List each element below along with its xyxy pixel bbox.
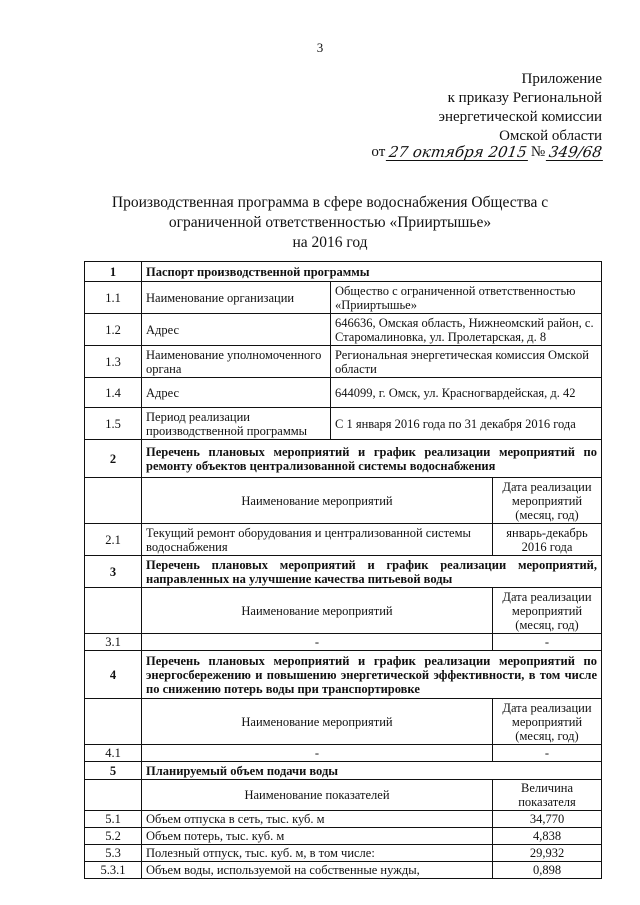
row-label: Адрес <box>142 378 331 408</box>
empty-cell <box>85 478 142 524</box>
row-label: Адрес <box>142 314 331 346</box>
ot-label: от <box>371 144 386 160</box>
row-label: Наименование организации <box>142 282 331 314</box>
table-row <box>85 314 602 346</box>
row-number: 4.1 <box>85 745 142 762</box>
table-row <box>85 524 602 556</box>
header-row <box>85 780 602 811</box>
section-title: Паспорт производственной программы <box>142 262 602 282</box>
section-number: 2 <box>85 440 142 478</box>
title-line-3: на 2016 год <box>292 234 368 251</box>
appendix-line-1: Приложение <box>521 71 602 87</box>
col-header-date: Дата реализации мероприятий (месяц, год) <box>493 699 602 745</box>
row-number: 1.4 <box>85 378 142 408</box>
table-row <box>85 634 602 651</box>
appendix-line-4: Омской области <box>499 128 602 144</box>
row-value: 4,838 <box>493 828 602 845</box>
empty-cell <box>85 780 142 811</box>
row-name: Объем отпуска в сеть, тыс. куб. м <box>142 811 493 828</box>
table-row <box>85 811 602 828</box>
table-row <box>85 378 602 408</box>
appendix-line-2: к приказу Региональной <box>447 90 602 106</box>
header-row <box>85 588 602 634</box>
row-value: Региональная энергетическая комиссия Омской области <box>331 346 602 378</box>
table-row <box>85 745 602 762</box>
section-number: 5 <box>85 762 142 780</box>
section-row <box>85 556 602 588</box>
col-header-date: Дата реализации мероприятий (месяц, год) <box>493 588 602 634</box>
row-value: 0,898 <box>493 862 602 879</box>
empty-cell <box>85 588 142 634</box>
section-number: 3 <box>85 556 142 588</box>
row-number: 3.1 <box>85 634 142 651</box>
row-number: 1.2 <box>85 314 142 346</box>
section-row <box>85 762 602 780</box>
row-date: январь-декабрь 2016 года <box>493 524 602 556</box>
table-row <box>85 845 602 862</box>
col-header-date: Дата реализации мероприятий (месяц, год) <box>493 478 602 524</box>
row-value: 29,932 <box>493 845 602 862</box>
row-name: - <box>142 745 493 762</box>
row-number: 1.5 <box>85 408 142 440</box>
row-label: Период реализации производственной программы <box>142 408 331 440</box>
appendix-line-3: энергетической комиссии <box>438 109 602 125</box>
row-number: 1.3 <box>85 346 142 378</box>
row-number: 5.3.1 <box>85 862 142 879</box>
document-title <box>60 193 600 253</box>
table-row <box>85 862 602 879</box>
col-header-value: Величина показателя <box>493 780 602 811</box>
empty-cell <box>85 699 142 745</box>
row-value: 34,770 <box>493 811 602 828</box>
row-value: 644099, г. Омск, ул. Красногвардейская, д. 42 <box>331 378 602 408</box>
row-date: - <box>493 634 602 651</box>
section-title: Перечень плановых мероприятий и график реализации мероприятий по энергосбережению и повышению энергетической эффективности, в том числе по снижению потерь воды при транспортировке <box>142 651 602 699</box>
row-name: Объем потерь, тыс. куб. м <box>142 828 493 845</box>
section-row <box>85 440 602 478</box>
handwritten-number: 349/68 <box>548 143 604 161</box>
row-value: С 1 января 2016 года по 31 декабря 2016 года <box>331 408 602 440</box>
row-value: 646636, Омская область, Нижнеомский район, с. Старомалиновка, ул. Пролетарская, д. 8 <box>331 314 602 346</box>
table-row <box>85 346 602 378</box>
number-sign: № <box>530 144 546 160</box>
col-header-name: Наименование мероприятий <box>142 478 493 524</box>
row-value: Общество с ограниченной ответственностью «Прииртышье» <box>331 282 602 314</box>
row-label: Наименование уполномоченного органа <box>142 346 331 378</box>
program-table <box>84 261 602 879</box>
col-header-name: Наименование мероприятий <box>142 588 493 634</box>
col-header-name: Наименование мероприятий <box>142 699 493 745</box>
row-number: 5.3 <box>85 845 142 862</box>
header-row <box>85 699 602 745</box>
row-name: Объем воды, используемой на собственные нужды, <box>142 862 493 879</box>
section-title: Планируемый объем подачи воды <box>142 762 602 780</box>
row-name: Текущий ремонт оборудования и централизованной системы водоснабжения <box>142 524 493 556</box>
handwritten-date: 27 октября 2015 <box>388 143 529 161</box>
row-name: - <box>142 634 493 651</box>
title-line-1: Производственная программа в сфере водоснабжения Общества с <box>111 194 549 211</box>
col-header-name: Наименование показателей <box>142 780 493 811</box>
row-number: 5.2 <box>85 828 142 845</box>
header-row <box>85 478 602 524</box>
table-row <box>85 828 602 845</box>
row-number: 1.1 <box>85 282 142 314</box>
title-line-2: ограниченной ответственностью «Прииртышье» <box>168 214 492 231</box>
table-row <box>85 282 602 314</box>
appendix-block <box>439 70 602 146</box>
section-number: 4 <box>85 651 142 699</box>
section-number: 1 <box>85 262 142 282</box>
page-number: 3 <box>316 40 324 55</box>
section-title: Перечень плановых мероприятий и график реализации мероприятий по ремонту объектов централизованной системы водоснабжения <box>142 440 602 478</box>
order-date-line <box>371 144 604 161</box>
section-row <box>85 651 602 699</box>
row-date: - <box>493 745 602 762</box>
row-number: 5.1 <box>85 811 142 828</box>
table-row <box>85 408 602 440</box>
section-title: Перечень плановых мероприятий и график реализации мероприятий, направленных на улучшение качества питьевой воды <box>142 556 602 588</box>
row-name: Полезный отпуск, тыс. куб. м, в том числе: <box>142 845 493 862</box>
row-number: 2.1 <box>85 524 142 556</box>
section-row <box>85 262 602 282</box>
